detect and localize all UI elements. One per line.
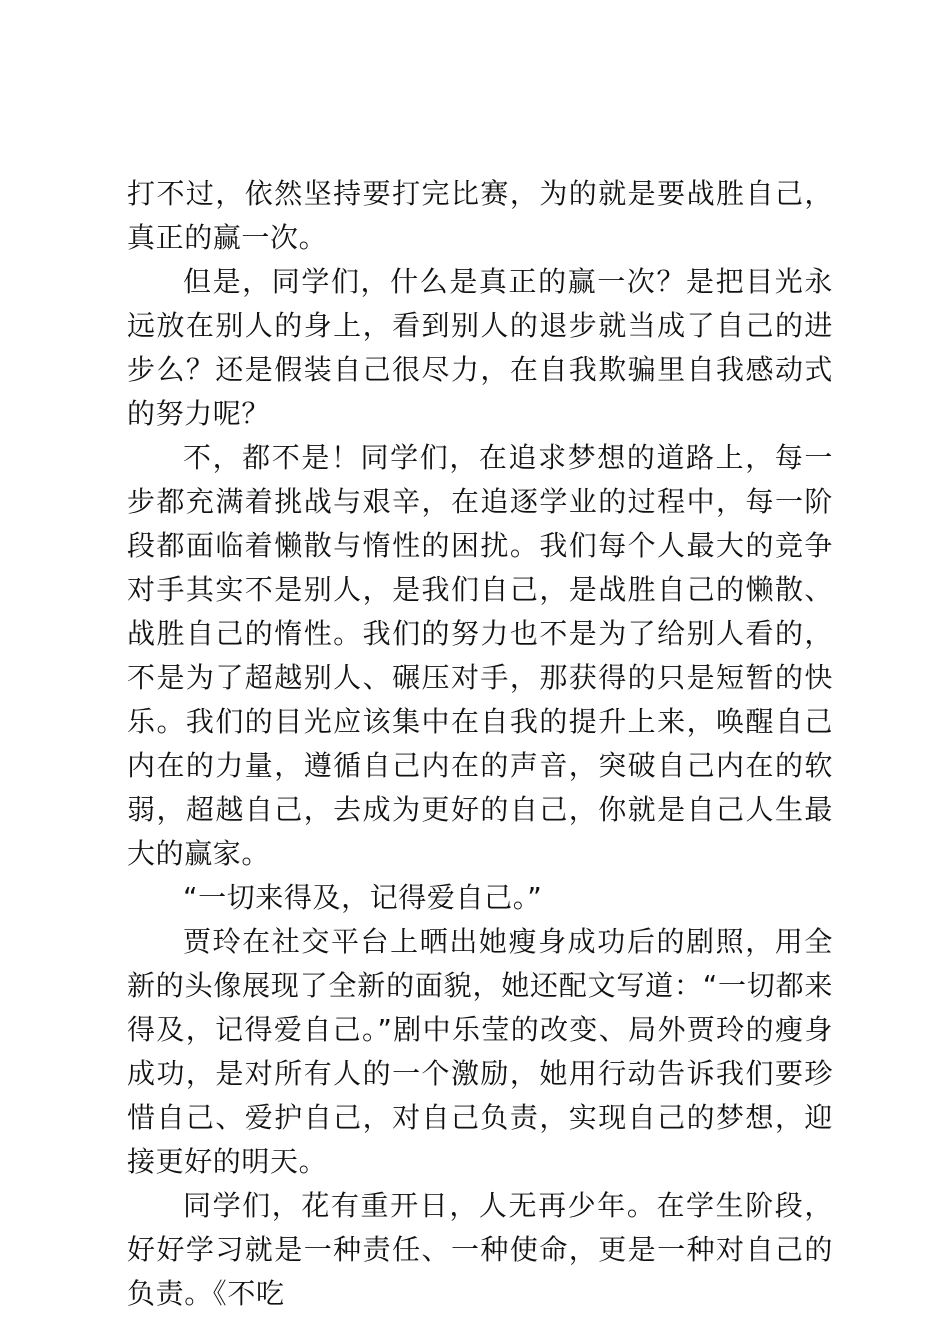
paragraph-closing: 同学们，花有重开日，人无再少年。在学生阶段，好好学习就是一种责任、一种使命，更是一种对自己的负责。《不吃 [127, 1189, 833, 1310]
document-body [127, 172, 833, 1316]
paragraph-quote: “一切来得及，记得爱自己。” [183, 881, 543, 914]
paragraph-question: 但是，同学们，什么是真正的赢一次？是把目光永远放在别人的身上，看到别人的退步就当成了自己的进步么？还是假装自己很尽力，在自我欺骗里自我感动式的努力呢？ [127, 265, 833, 430]
paragraph-continuation: 打不过，依然坚持要打完比赛，为的就是要战胜自己，真正的赢一次。 [127, 177, 833, 254]
paragraph-answer: 不，都不是！同学们，在追求梦想的道路上，每一步都充满着挑战与艰辛，在追逐学业的过程中，每一阶段都面临着懒散与惰性的困扰。我们每个人最大的竞争对手其实不是别人，是我们自己，是战胜自己的懒散、战胜自己的惰性。我们的努力也不是为了给别人看的，不是为了超越别人、碾压对手，那获得的只是短暂的快乐。我们的目光应该集中在自我的提升上来，唤醒自己内在的力量，遵循自己内在的声音，突破自己内在的软弱，超越自己，去成为更好的自己，你就是自己人生最大的赢家。 [127, 441, 833, 870]
paragraph-jialing: 贾玲在社交平台上晒出她瘦身成功后的剧照，用全新的头像展现了全新的面貌，她还配文写道：“一切都来得及，记得爱自己。”剧中乐莹的改变、局外贾玲的瘦身成功，是对所有人的一个激励，她用行动告诉我们要珍惜自己、爱护自己，对自己负责，实现自己的梦想，迎接更好的明天。 [127, 925, 833, 1178]
